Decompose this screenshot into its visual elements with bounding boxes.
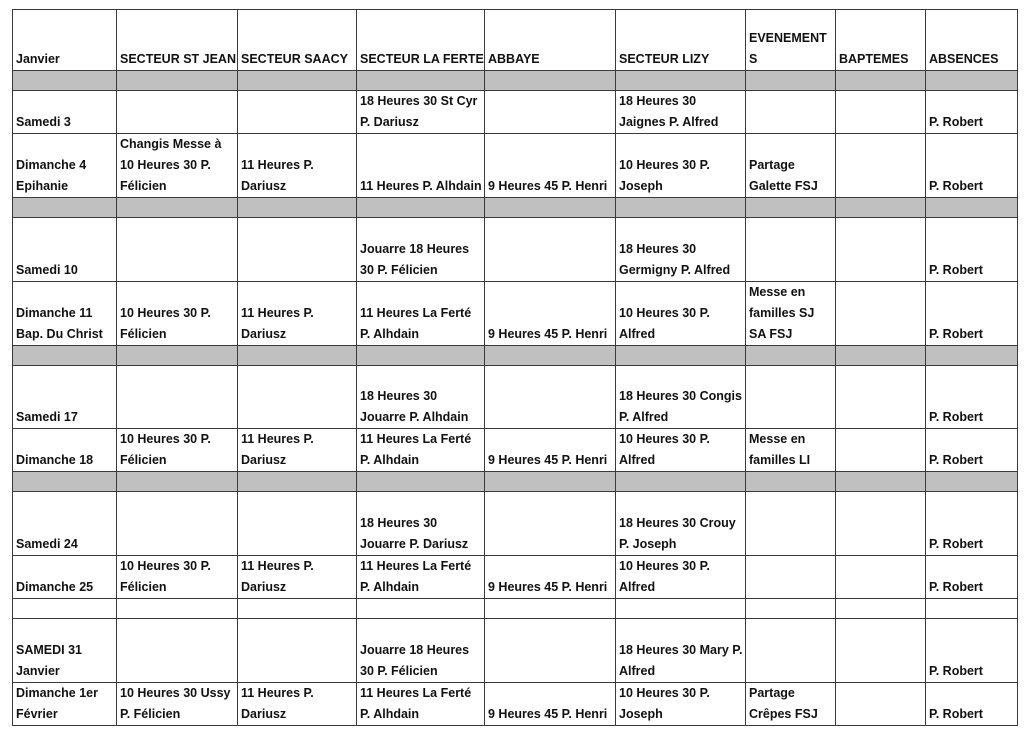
separator-row bbox=[13, 599, 1018, 619]
cell-baptemes bbox=[836, 683, 926, 726]
cell-st-jean bbox=[117, 492, 238, 556]
separator-row bbox=[13, 472, 1018, 492]
header-st-jean: SECTEUR ST JEAN bbox=[117, 10, 238, 71]
cell-baptemes bbox=[836, 282, 926, 346]
separator-row bbox=[13, 71, 1018, 91]
cell-abbaye bbox=[485, 218, 616, 282]
cell-absences: P. Robert bbox=[926, 282, 1018, 346]
cell-abbaye: 9 Heures 45 P. Henri bbox=[485, 556, 616, 599]
cell-evenements bbox=[746, 366, 836, 429]
cell-evenements bbox=[746, 492, 836, 556]
day-label: Dimanche 25 bbox=[13, 556, 117, 599]
header-abbaye: ABBAYE bbox=[485, 10, 616, 71]
header-absences: ABSENCES bbox=[926, 10, 1018, 71]
table-row bbox=[13, 282, 1018, 346]
cell-baptemes bbox=[836, 492, 926, 556]
table-row bbox=[13, 134, 1018, 198]
cell-st-jean: Changis Messe à 10 Heures 30 P. Félicien bbox=[117, 134, 238, 198]
cell-la-ferte: 18 Heures 30 St Cyr P. Dariusz bbox=[357, 91, 485, 134]
cell-la-ferte: Jouarre 18 Heures 30 P. Félicien bbox=[357, 218, 485, 282]
cell-saacy: 11 Heures P. Dariusz bbox=[238, 282, 357, 346]
separator-row bbox=[13, 346, 1018, 366]
header-lizy: SECTEUR LIZY bbox=[616, 10, 746, 71]
cell-abbaye: 9 Heures 45 P. Henri bbox=[485, 134, 616, 198]
cell-saacy bbox=[238, 619, 357, 683]
cell-baptemes bbox=[836, 91, 926, 134]
day-label: Dimanche 18 bbox=[13, 429, 117, 472]
cell-evenements bbox=[746, 556, 836, 599]
cell-st-jean bbox=[117, 91, 238, 134]
cell-absences: P. Robert bbox=[926, 619, 1018, 683]
day-label: Dimanche 11 Bap. Du Christ bbox=[13, 282, 117, 346]
cell-st-jean: 10 Heures 30 Ussy P. Félicien bbox=[117, 683, 238, 726]
cell-saacy bbox=[238, 492, 357, 556]
cell-st-jean: 10 Heures 30 P. Félicien bbox=[117, 429, 238, 472]
table-row bbox=[13, 683, 1018, 726]
table-row bbox=[13, 619, 1018, 683]
day-label: Samedi 17 bbox=[13, 366, 117, 429]
cell-la-ferte: 11 Heures La Ferté P. Alhdain bbox=[357, 429, 485, 472]
cell-lizy: 10 Heures 30 P. Alfred bbox=[616, 282, 746, 346]
day-label: Samedi 24 bbox=[13, 492, 117, 556]
cell-evenements bbox=[746, 91, 836, 134]
table-row bbox=[13, 366, 1018, 429]
cell-la-ferte: 11 Heures La Ferté P. Alhdain bbox=[357, 556, 485, 599]
cell-la-ferte: 11 Heures La Ferté P. Alhdain bbox=[357, 683, 485, 726]
cell-st-jean: 10 Heures 30 P. Félicien bbox=[117, 556, 238, 599]
cell-absences: P. Robert bbox=[926, 218, 1018, 282]
header-row bbox=[13, 10, 1018, 71]
schedule-table bbox=[12, 9, 1018, 726]
cell-la-ferte: 11 Heures La Ferté P. Alhdain bbox=[357, 282, 485, 346]
cell-evenements: Messe en familles SJ SA FSJ bbox=[746, 282, 836, 346]
cell-lizy: 18 Heures 30 Germigny P. Alfred bbox=[616, 218, 746, 282]
table-row bbox=[13, 492, 1018, 556]
cell-absences: P. Robert bbox=[926, 683, 1018, 726]
cell-evenements bbox=[746, 619, 836, 683]
cell-lizy: 10 Heures 30 P. Joseph bbox=[616, 683, 746, 726]
table-row bbox=[13, 429, 1018, 472]
cell-abbaye bbox=[485, 366, 616, 429]
day-label: Dimanche 1er Février bbox=[13, 683, 117, 726]
cell-abbaye bbox=[485, 619, 616, 683]
cell-lizy: 10 Heures 30 P. Alfred bbox=[616, 556, 746, 599]
cell-st-jean: 10 Heures 30 P. Félicien bbox=[117, 282, 238, 346]
header-saacy: SECTEUR SAACY bbox=[238, 10, 357, 71]
cell-absences: P. Robert bbox=[926, 91, 1018, 134]
cell-evenements bbox=[746, 218, 836, 282]
cell-absences: P. Robert bbox=[926, 134, 1018, 198]
header-evenements: EVENEMENTS bbox=[746, 10, 836, 71]
table-row bbox=[13, 556, 1018, 599]
cell-absences: P. Robert bbox=[926, 492, 1018, 556]
cell-st-jean bbox=[117, 366, 238, 429]
header-la-ferte: SECTEUR LA FERTE bbox=[357, 10, 485, 71]
cell-baptemes bbox=[836, 218, 926, 282]
cell-baptemes bbox=[836, 619, 926, 683]
cell-saacy bbox=[238, 218, 357, 282]
cell-saacy: 11 Heures P. Dariusz bbox=[238, 429, 357, 472]
separator-row bbox=[13, 198, 1018, 218]
cell-absences: P. Robert bbox=[926, 366, 1018, 429]
cell-lizy: 18 Heures 30 Mary P. Alfred bbox=[616, 619, 746, 683]
table-row bbox=[13, 218, 1018, 282]
day-label: SAMEDI 31 Janvier bbox=[13, 619, 117, 683]
cell-abbaye bbox=[485, 492, 616, 556]
cell-saacy: 11 Heures P. Dariusz bbox=[238, 556, 357, 599]
cell-lizy: 18 Heures 30 Crouy P. Joseph bbox=[616, 492, 746, 556]
cell-baptemes bbox=[836, 366, 926, 429]
cell-lizy: 18 Heures 30 Congis P. Alfred bbox=[616, 366, 746, 429]
cell-st-jean bbox=[117, 218, 238, 282]
cell-evenements: Partage Crêpes FSJ bbox=[746, 683, 836, 726]
cell-saacy bbox=[238, 91, 357, 134]
day-label: Samedi 3 bbox=[13, 91, 117, 134]
cell-baptemes bbox=[836, 556, 926, 599]
cell-lizy: 18 Heures 30 Jaignes P. Alfred bbox=[616, 91, 746, 134]
cell-absences: P. Robert bbox=[926, 429, 1018, 472]
cell-st-jean bbox=[117, 619, 238, 683]
cell-baptemes bbox=[836, 134, 926, 198]
cell-la-ferte: 11 Heures P. Alhdain bbox=[357, 134, 485, 198]
cell-lizy: 10 Heures 30 P. Alfred bbox=[616, 429, 746, 472]
cell-abbaye: 9 Heures 45 P. Henri bbox=[485, 429, 616, 472]
day-label: Samedi 10 bbox=[13, 218, 117, 282]
cell-saacy bbox=[238, 366, 357, 429]
cell-abbaye: 9 Heures 45 P. Henri bbox=[485, 683, 616, 726]
cell-abbaye bbox=[485, 91, 616, 134]
cell-abbaye: 9 Heures 45 P. Henri bbox=[485, 282, 616, 346]
cell-evenements: Partage Galette FSJ bbox=[746, 134, 836, 198]
cell-saacy: 11 Heures P. Dariusz bbox=[238, 683, 357, 726]
header-month: Janvier bbox=[13, 10, 117, 71]
cell-la-ferte: 18 Heures 30 Jouarre P. Dariusz bbox=[357, 492, 485, 556]
cell-lizy: 10 Heures 30 P. Joseph bbox=[616, 134, 746, 198]
header-baptemes: BAPTEMES bbox=[836, 10, 926, 71]
cell-baptemes bbox=[836, 429, 926, 472]
table-row bbox=[13, 91, 1018, 134]
cell-absences: P. Robert bbox=[926, 556, 1018, 599]
cell-evenements: Messe en familles LI bbox=[746, 429, 836, 472]
cell-la-ferte: Jouarre 18 Heures 30 P. Félicien bbox=[357, 619, 485, 683]
cell-la-ferte: 18 Heures 30 Jouarre P. Alhdain bbox=[357, 366, 485, 429]
day-label: Dimanche 4 Epihanie bbox=[13, 134, 117, 198]
cell-saacy: 11 Heures P. Dariusz bbox=[238, 134, 357, 198]
